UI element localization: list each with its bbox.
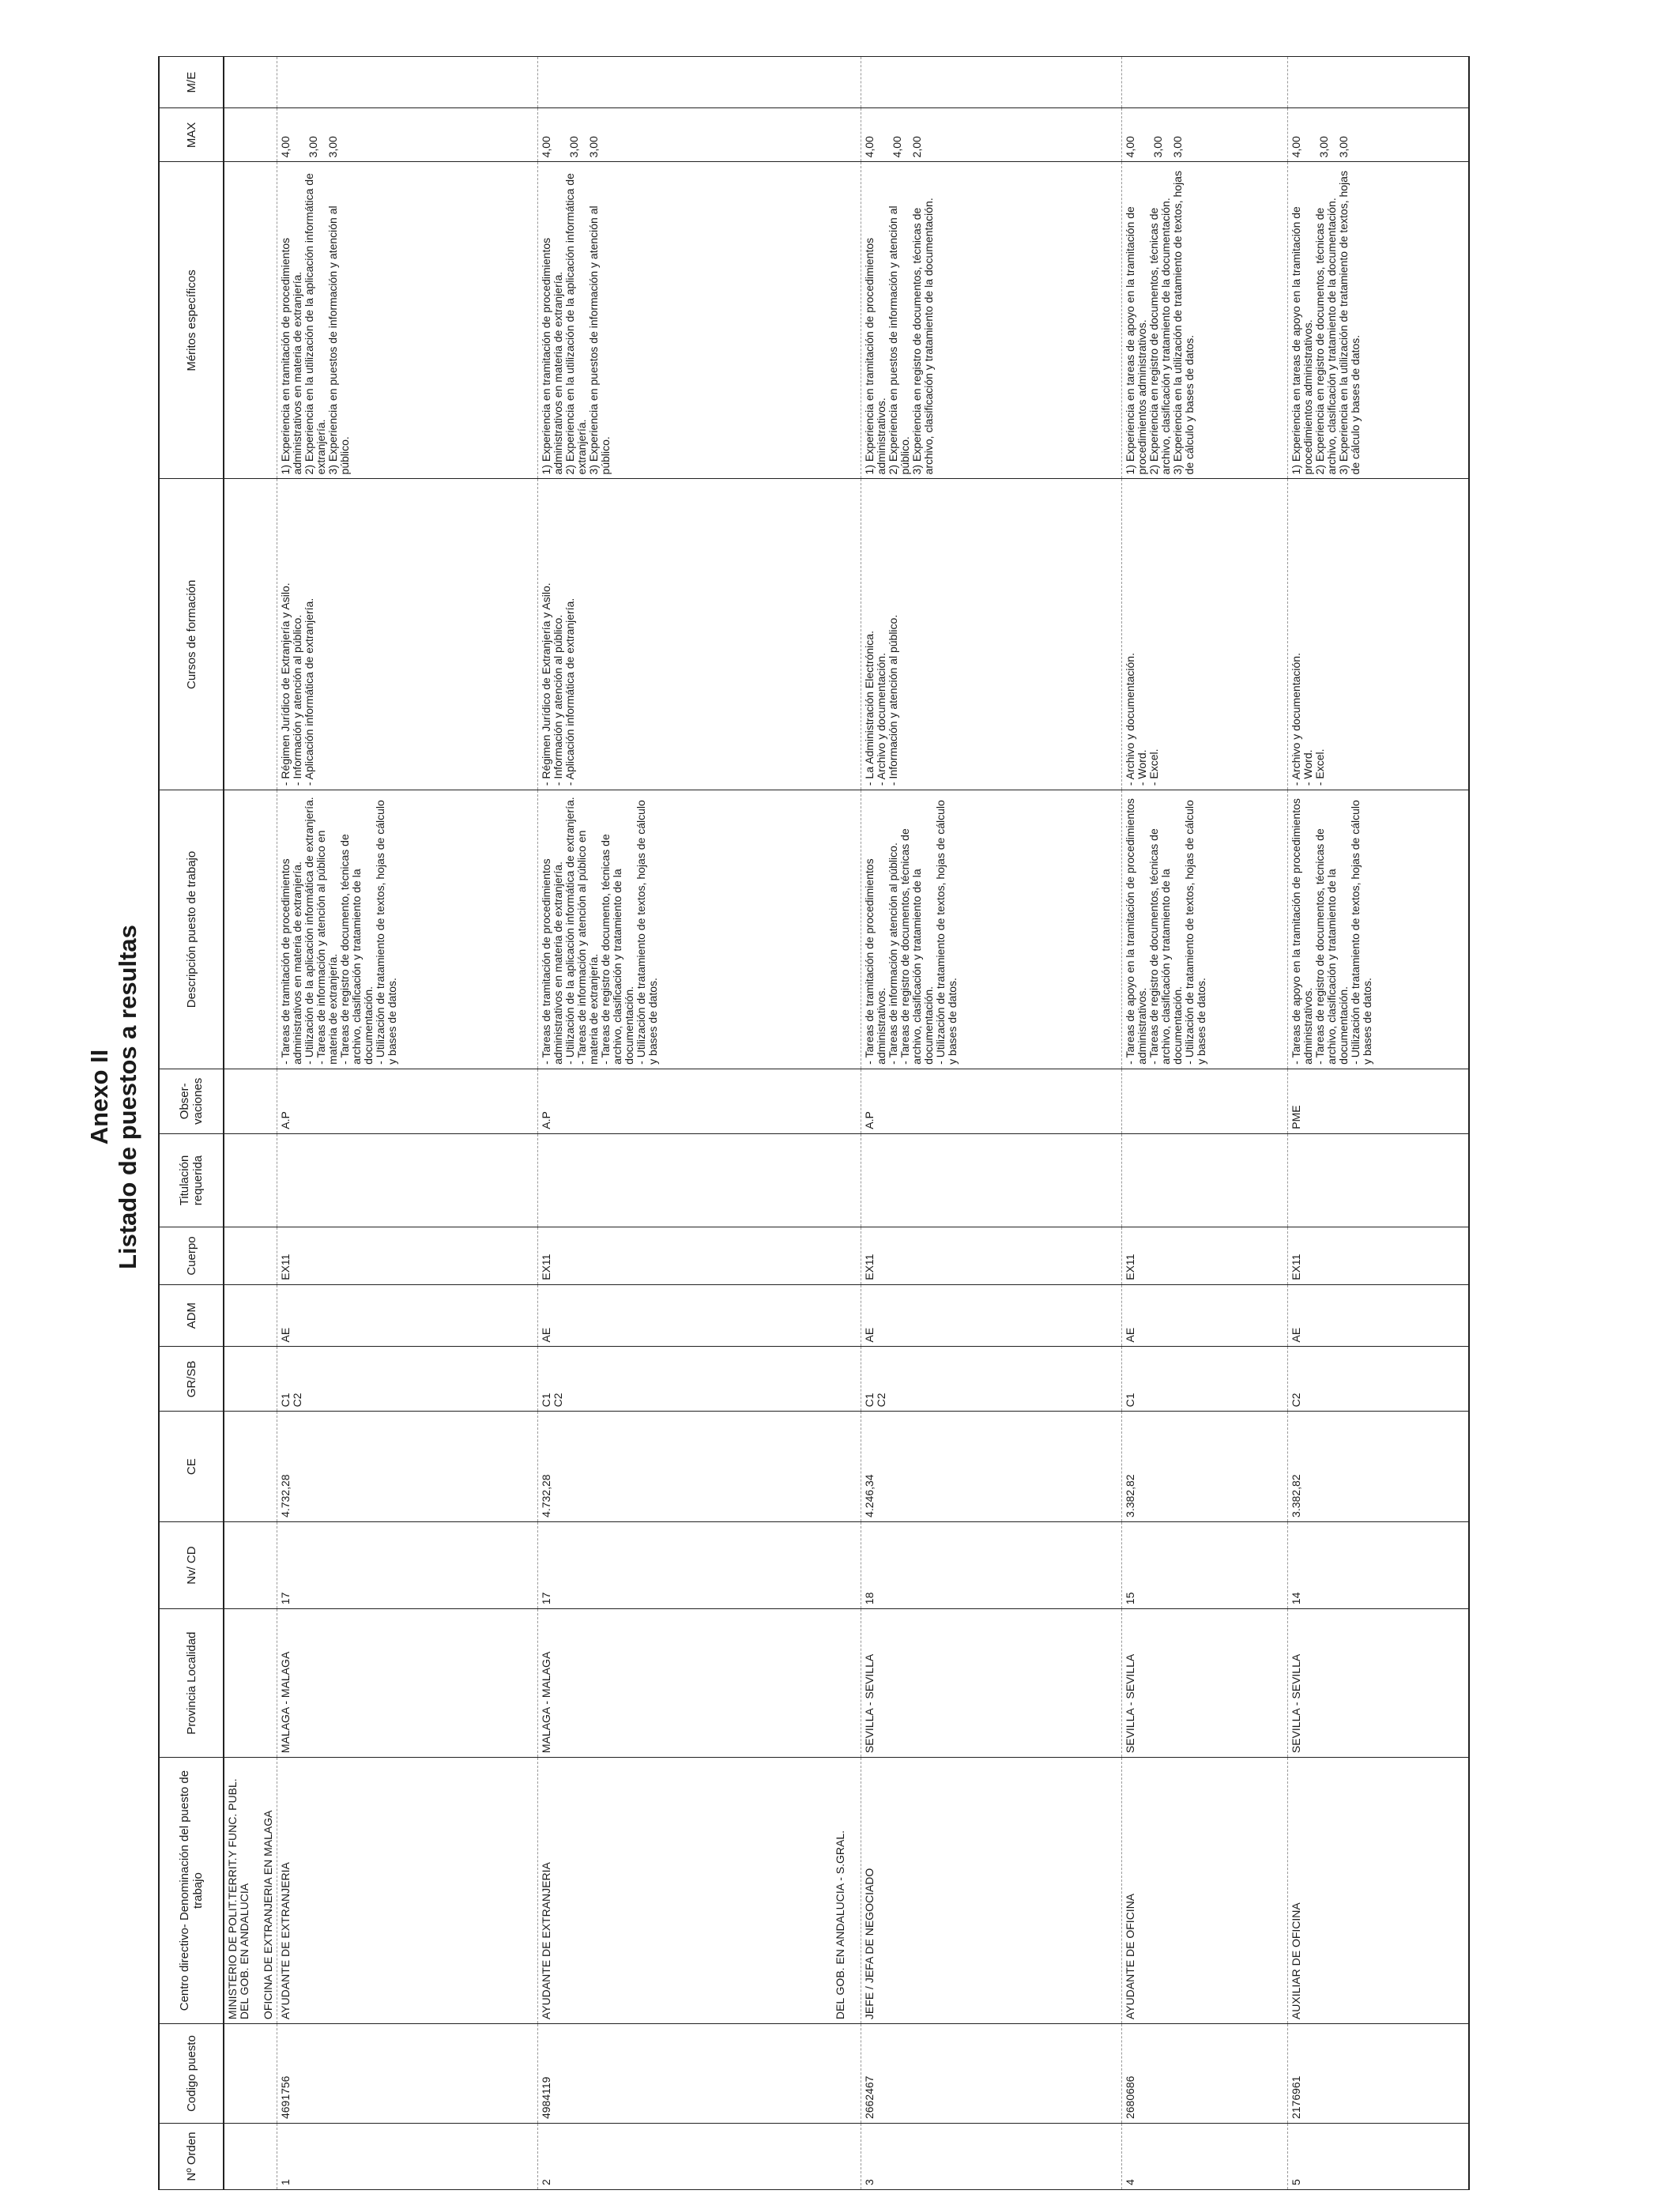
cell-provincia: SEVILLA - SEVILLA [1121,1609,1287,1758]
table-row [538,57,799,2190]
header-observaciones: Obser- vaciones [159,1069,224,1133]
cell-descripcion: - Tareas de apoyo en la tramitación de procedimientos administrativos. - Tareas de registro de documentos, técnicas de archivo, clasificación y tratamiento de la documentación. - Utilización de tratamiento de textos, hojas de cálculo y bases de datos. [1287,790,1469,1069]
cell-titulacion [861,1133,1121,1227]
cell-nivel: 14 [1287,1521,1469,1608]
header-cuerpo: Cuerpo [159,1227,224,1284]
cell-grsb: C1 [1121,1347,1287,1412]
cell-meritos: 1) Experiencia en tramitación de procedimientos administrativos en materia de extranjería. 2) Experiencia en la utilización de la aplicación informática de extranjería. 3) Experiencia en puestos de información y atención al público. [538,162,799,479]
cell-meritos: 1) Experiencia en tramitación de procedimientos administrativos en materia de extranjería. 2) Experiencia en la utilización de la aplicación informática de extranjería. 3) Experiencia en puestos de información y atención al público. [277,162,538,479]
cell-denominacion: JEFE / JEFA DE NEGOCIADO [861,1758,1121,2024]
cell-cuerpo: EX11 [861,1227,1121,1284]
cell-cursos: - Archivo y documentación. - Word. - Excel. [1121,479,1287,790]
cell-grsb: C2 [1287,1347,1469,1412]
cell-ce: 4.732,28 [277,1412,538,1522]
table-body [224,57,1469,2190]
cell-orden: 4 [1121,2124,1287,2190]
header-descripcion: Descripción puesto de trabajo [159,790,224,1069]
cell-descripcion: - Tareas de tramitación de procedimientos administrativos. - Tareas de información y atención al público. - Tareas de registro de documentos, técnicas de archivo, clasificación y tratamiento de la documentación. - Utilización de tratamiento de textos, hojas de cálculo y bases de datos. [861,790,1121,1069]
cell-nivel: 15 [1121,1521,1287,1608]
cell-me [861,57,1121,108]
table-row [1121,57,1287,2190]
cell-nivel: 17 [538,1521,799,1608]
cell-adm: AE [1121,1284,1287,1347]
cell-max [861,108,1121,162]
directorate-row-2 [832,57,861,2190]
spacer-row [799,57,832,2190]
max-score: 3,00 [326,136,339,158]
table-row [1287,57,1469,2190]
cell-codigo: 4691756 [277,2024,538,2124]
cell-observaciones: A.P [861,1069,1121,1133]
cell-max [538,108,799,162]
cell-grsb: C1 C2 [277,1347,538,1412]
max-score: 3,00 [587,136,600,158]
cell-adm: AE [538,1284,799,1347]
cell-titulacion [277,1133,538,1227]
cell-observaciones: A.P [538,1069,799,1133]
cell-cuerpo: EX11 [1121,1227,1287,1284]
header-me: M/E [159,57,224,108]
cell-nivel: 17 [277,1521,538,1608]
header-meritos: Méritos específicos [159,162,224,479]
cell-observaciones: A.P [277,1069,538,1133]
cell-observaciones: PME [1287,1069,1469,1133]
directorate-label-1: MINISTERIO DE POLIT.TERRIT.Y FUNC. PUBL. DEL GOB. EN ANDALUCIA OFICINA DE EXTRANJERIA EN MALAGA [224,1758,277,2024]
cell-adm: AE [861,1284,1121,1347]
max-score: 4,00 [862,136,876,158]
max-score: 3,00 [567,136,580,158]
page-title: Anexo II [85,1049,113,1145]
max-score: 3,00 [1151,136,1164,158]
cell-cursos: - Régimen Jurídico de Extranjería y Asilo. - Información y atención al público. - Aplicación informática de extranjería. [277,479,538,790]
header-provincia: Provincia Localidad [159,1609,224,1758]
header-grsb: GR/SB [159,1347,224,1412]
cell-max [277,108,538,162]
cell-codigo: 2662467 [861,2024,1121,2124]
directorate-row-1 [224,57,277,2190]
cell-descripcion: - Tareas de tramitación de procedimientos administrativos en materia de extranjería. - Utilización de la aplicación informática de extranjería. - Tareas de información y atención al público en materia de extranjería. - Tareas de registro de documento, técnicas de archivo, clasificación y tratamiento de la documentación. - Utilización de tratamiento de textos, hojas de cálculo y bases de datos. [538,790,799,1069]
max-score: 4,00 [890,136,903,158]
cell-adm: AE [1287,1284,1469,1347]
header-row [159,57,224,2190]
cell-me [1287,57,1469,108]
cell-ce: 3.382,82 [1121,1412,1287,1522]
max-score: 3,00 [1336,136,1350,158]
header-nivel: Nv/ CD [159,1521,224,1608]
cell-orden: 1 [277,2124,538,2190]
cell-descripcion: - Tareas de apoyo en la tramitación de procedimientos administrativos. - Tareas de registro de documentos, técnicas de archivo, clasificación y tratamiento de la documentación. - Utilización de tratamiento de textos, hojas de cálculo y bases de datos. [1121,790,1287,1069]
cell-codigo: 2680686 [1121,2024,1287,2124]
cell-cursos: - La Administración Electrónica. - Archivo y documentación. - Información y atención al público. [861,479,1121,790]
directorate-label-2: DEL GOB. EN ANDALUCIA - S.GRAL. [832,1758,861,2024]
cell-denominacion: AYUDANTE DE EXTRANJERIA [277,1758,538,2024]
cell-provincia: MALAGA - MALAGA [277,1609,538,1758]
cell-grsb: C1 C2 [861,1347,1121,1412]
cell-ce: 4.246,34 [861,1412,1121,1522]
max-score: 4,00 [1289,136,1302,158]
header-ce: CE [159,1412,224,1522]
cell-meritos: 1) Experiencia en tareas de apoyo en la tramitación de procedimientos administrativos. 2) Experiencia en registro de documentos, técnicas de archivo, clasificación y tratamiento de la documentación. 3) Experiencia en la utilización de tratamiento de textos, hojas de cálculo y bases de datos. [1287,162,1469,479]
cell-orden: 5 [1287,2124,1469,2190]
max-score: 4,00 [279,136,292,158]
cell-denominacion: AUXILIAR DE OFICINA [1287,1758,1469,2024]
cell-titulacion [538,1133,799,1227]
header-adm: ADM [159,1284,224,1347]
header-max: MAX [159,108,224,162]
page-subtitle: Listado de puestos a resultas [114,925,141,1269]
positions-table [158,56,1470,2190]
cell-grsb: C1 C2 [538,1347,799,1412]
cell-codigo: 2176961 [1287,2024,1469,2124]
max-score: 4,00 [1123,136,1136,158]
cell-denominacion: AYUDANTE DE EXTRANJERIA [538,1758,799,2024]
cell-cuerpo: EX11 [277,1227,538,1284]
cell-cursos: - Archivo y documentación. - Word. - Excel. [1287,479,1469,790]
cell-cursos: - Régimen Jurídico de Extranjería y Asilo. - Información y atención al público. - Aplicación informática de extranjería. [538,479,799,790]
cell-meritos: 1) Experiencia en tareas de apoyo en la tramitación de procedimientos administrativos. 2) Experiencia en registro de documentos, técnicas de archivo, clasificación y tratamiento de la documentación. 3) Experiencia en la utilización de tratamiento de textos, hojas de cálculo y bases de datos. [1121,162,1287,479]
max-score: 4,00 [540,136,552,158]
cell-me [538,57,799,108]
cell-adm: AE [277,1284,538,1347]
max-score: 3,00 [1317,136,1330,158]
cell-denominacion: AYUDANTE DE OFICINA [1121,1758,1287,2024]
cell-meritos: 1) Experiencia en tramitación de procedimientos administrativos. 2) Experiencia en puestos de información y atención al público. 3) Experiencia en registro de documentos, técnicas de archivo, clasificación y tratamiento de la documentación. [861,162,1121,479]
table-row [861,57,1121,2190]
header-cursos: Cursos de formación [159,479,224,790]
cell-me [1121,57,1287,108]
cell-descripcion: - Tareas de tramitación de procedimientos administrativos en materia de extranjería. - Utilización de la aplicación informática de extranjería. - Tareas de información y atención al público en materia de extranjería. - Tareas de registro de documento, técnicas de archivo, clasificación y tratamiento de la documentación. - Utilización de tratamiento de textos, hojas de cálculo y bases de datos. [277,790,538,1069]
max-score: 3,00 [1170,136,1184,158]
header-orden: Nº Orden [159,2124,224,2190]
cell-provincia: SEVILLA - SEVILLA [1287,1609,1469,1758]
cell-max [1121,108,1287,162]
cell-cuerpo: EX11 [538,1227,799,1284]
header-titulacion: Titulación requerida [159,1133,224,1227]
header-codigo: Codigo puesto [159,2024,224,2124]
cell-observaciones [1121,1069,1287,1133]
max-score: 2,00 [910,136,923,158]
cell-provincia: MALAGA - MALAGA [538,1609,799,1758]
cell-nivel: 18 [861,1521,1121,1608]
cell-codigo: 4984119 [538,2024,799,2124]
header-centro: Centro directivo- Denominación del puesto de trabajo [159,1758,224,2024]
table-row [277,57,538,2190]
cell-provincia: SEVILLA - SEVILLA [861,1609,1121,1758]
cell-orden: 3 [861,2124,1121,2190]
cell-titulacion [1121,1133,1287,1227]
cell-cuerpo: EX11 [1287,1227,1469,1284]
max-score: 3,00 [307,136,319,158]
cell-ce: 3.382,82 [1287,1412,1469,1522]
cell-orden: 2 [538,2124,799,2190]
cell-titulacion [1287,1133,1469,1227]
cell-ce: 4.732,28 [538,1412,799,1522]
cell-me [277,57,538,108]
cell-max [1287,108,1469,162]
